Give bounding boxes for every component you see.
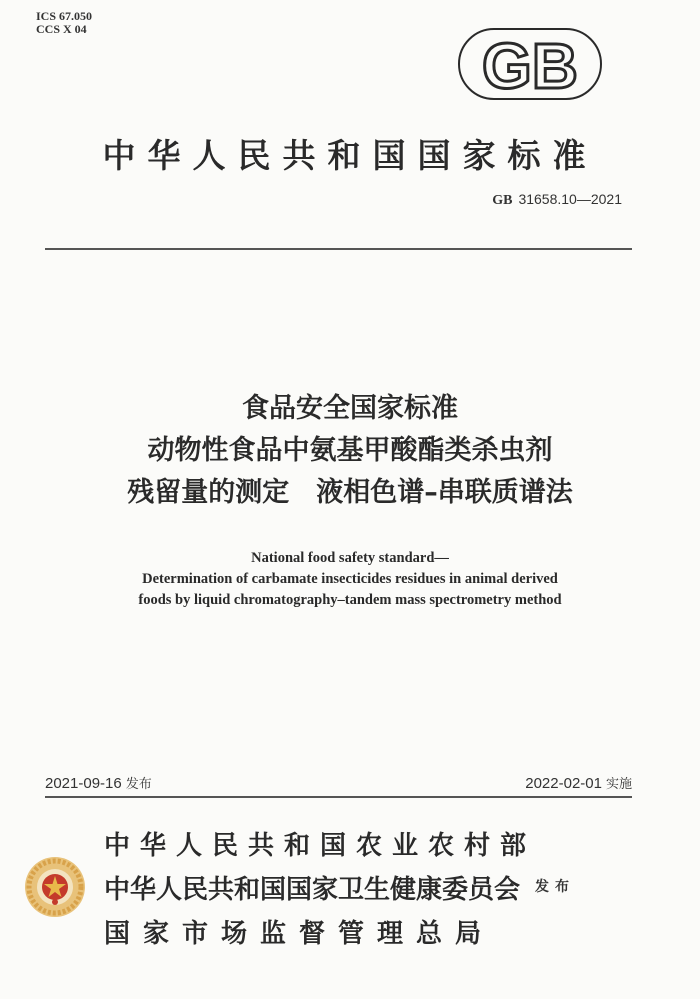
english-title-line-3: foods by liquid chromatography–tandem mass spectrometry method — [138, 592, 562, 608]
issue-date — [45, 773, 152, 792]
publish-label: 发布 — [535, 879, 575, 895]
issue-date-value: 2021-09-16 — [45, 775, 122, 792]
standard-number — [492, 191, 622, 209]
issuer-market-regulation: 国家市场监督管理总局 — [104, 919, 495, 949]
implementation-date — [525, 773, 632, 792]
english-title — [0, 548, 700, 611]
national-standard-title: 中华人民共和国国家标准 — [102, 136, 598, 175]
english-title-line-1: National food safety standard— — [251, 550, 449, 566]
chinese-title-line-2: 动物性食品中氨基甲酸酯类杀虫剂 — [147, 435, 553, 466]
implement-label: 实施 — [605, 777, 632, 792]
issuing-authorities — [104, 826, 536, 958]
chinese-title-line-1: 食品安全国家标准 — [242, 393, 458, 424]
issuer-ministry-agriculture: 中华人民共和国农业农村部 — [104, 831, 537, 861]
standard-code: 31658.10—2021 — [518, 191, 622, 207]
official-seal-icon — [24, 856, 86, 918]
chinese-title-line-3: 残留量的测定 液相色谱–串联质谱法 — [127, 477, 573, 508]
bottom-divider — [45, 796, 632, 798]
issue-label: 发布 — [125, 777, 152, 792]
ccs-code: CCS X 04 — [36, 22, 87, 36]
standard-prefix: GB — [492, 193, 513, 208]
chinese-title — [0, 388, 700, 514]
english-title-line-2: Determination of carbamate insecticides residues in animal derived — [142, 571, 558, 587]
gb-logo-text: GB — [482, 30, 578, 100]
issuer-health-commission: 中华人民共和国国家卫生健康委员会 — [104, 875, 521, 905]
ics-code: ICS 67.050 — [36, 9, 93, 23]
implement-date-value: 2022-02-01 — [525, 775, 602, 792]
top-divider — [45, 248, 632, 250]
classification-codes — [36, 10, 92, 36]
gb-logo-icon — [458, 28, 602, 100]
